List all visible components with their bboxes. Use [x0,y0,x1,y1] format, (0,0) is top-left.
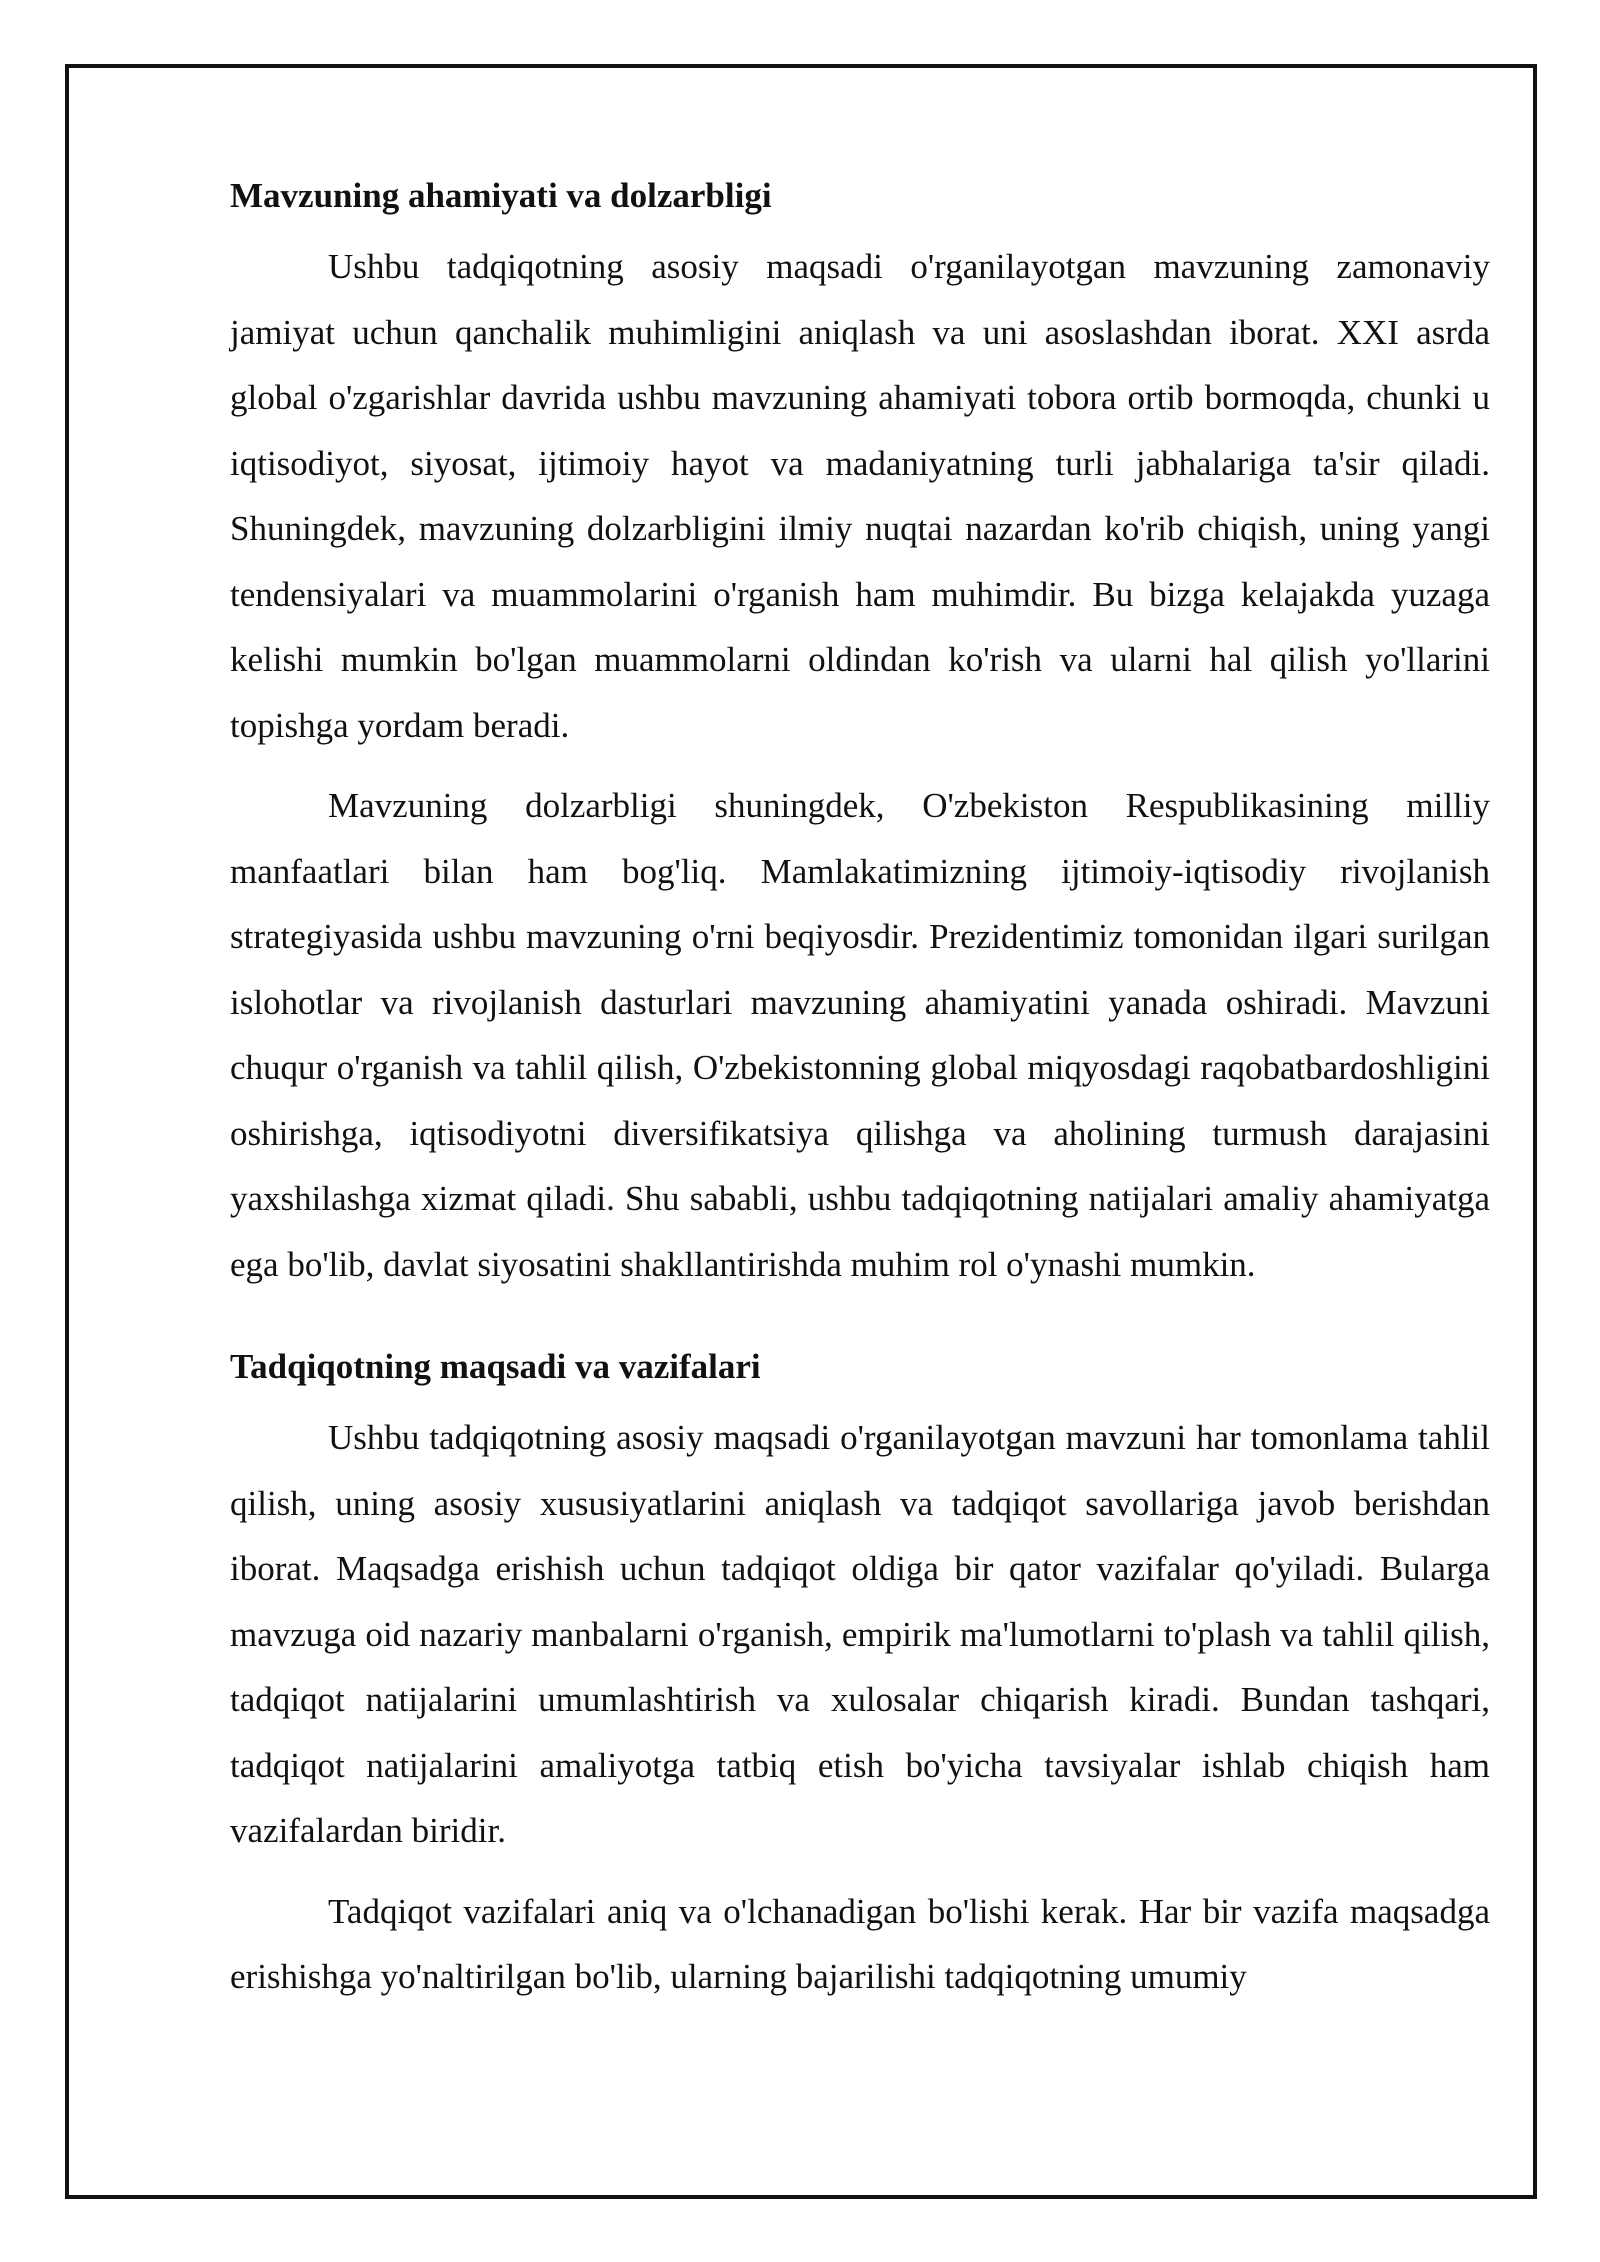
paragraph: Mavzuning dolzarbligi shuningdek, O'zbekiston Respublikasining milliy manfaatlari bilan ham bog'liq. Mamlakatimizning ijtimoiy-iqtisodiy rivojlanish strategiyasida ushbu mavzuning o'rni beqiyosdir. Prezidentimiz tomonidan ilgari surilgan islohotlar va rivojlanish dasturlari mavzuning ahamiyatini yanada oshiradi. Mavzuni chuqur o'rganish va tahlil qilish, O'zbekistonning global miqyosdagi raqobatbardoshligini oshirishga, iqtisodiyotni diversifikatsiya qilishga va aholining turmush darajasini yaxshilashga xizmat qiladi. Shu sababli, ushbu tadqiqotning natijalari amaliy ahamiyatga ega bo'lib, davlat siyosatini shakllantirishda muhim rol o'ynashi mumkin. [230,786,1490,1284]
section-heading-significance: Mavzuning ahamiyati va dolzarbligi [230,176,772,215]
document-body [230,170,1490,2010]
paragraph: Ushbu tadqiqotning asosiy maqsadi o'rganilayotgan mavzuni har tomonlama tahlil qilish, uning asosiy xususiyatlarini aniqlash va tadqiqot savollariga javob berishdan iborat. Maqsadga erishish uchun tadqiqot oldiga bir qator vazifalar qo'yiladi. Bularga mavzuga oid nazariy manbalarni o'rganish, empirik ma'lumotlarni to'plash va tahlil qilish, tadqiqot natijalarini umumlashtirish va xulosalar chiqarish kiradi. Bundan tashqari, tadqiqot natijalarini amaliyotga tatbiq etish bo'yicha tavsiyalar ishlab chiqish ham vazifalardan biridir. [230,1418,1490,1850]
paragraph: Tadqiqot vazifalari aniq va o'lchanadigan bo'lishi kerak. Har bir vazifa maqsadga erishishga yo'naltirilgan bo'lib, ularning bajarilishi tadqiqotning umumiy [230,1891,1490,1996]
section-heading-goals: Tadqiqotning maqsadi va vazifalari [230,1347,761,1386]
paragraph: Ushbu tadqiqotning asosiy maqsadi o'rganilayotgan mavzuning zamonaviy jamiyat uchun qanchalik muhimligini aniqlash va uni asoslashdan iborat. XXI asrda global o'zgarishlar davrida ushbu mavzuning ahamiyati tobora ortib bormoqda, chunki u iqtisodiyot, siyosat, ijtimoiy hayot va madaniyatning turli jabhalariga ta'sir qiladi. Shuningdek, mavzuning dolzarbligini ilmiy nuqtai nazardan ko'rib chiqish, uning yangi tendensiyalari va muammolarini o'rganish ham muhimdir. Bu bizga kelajakda yuzaga kelishi mumkin bo'lgan muammolarni oldindan ko'rish va ularni hal qilish yo'llarini topishga yordam beradi. [230,247,1490,745]
